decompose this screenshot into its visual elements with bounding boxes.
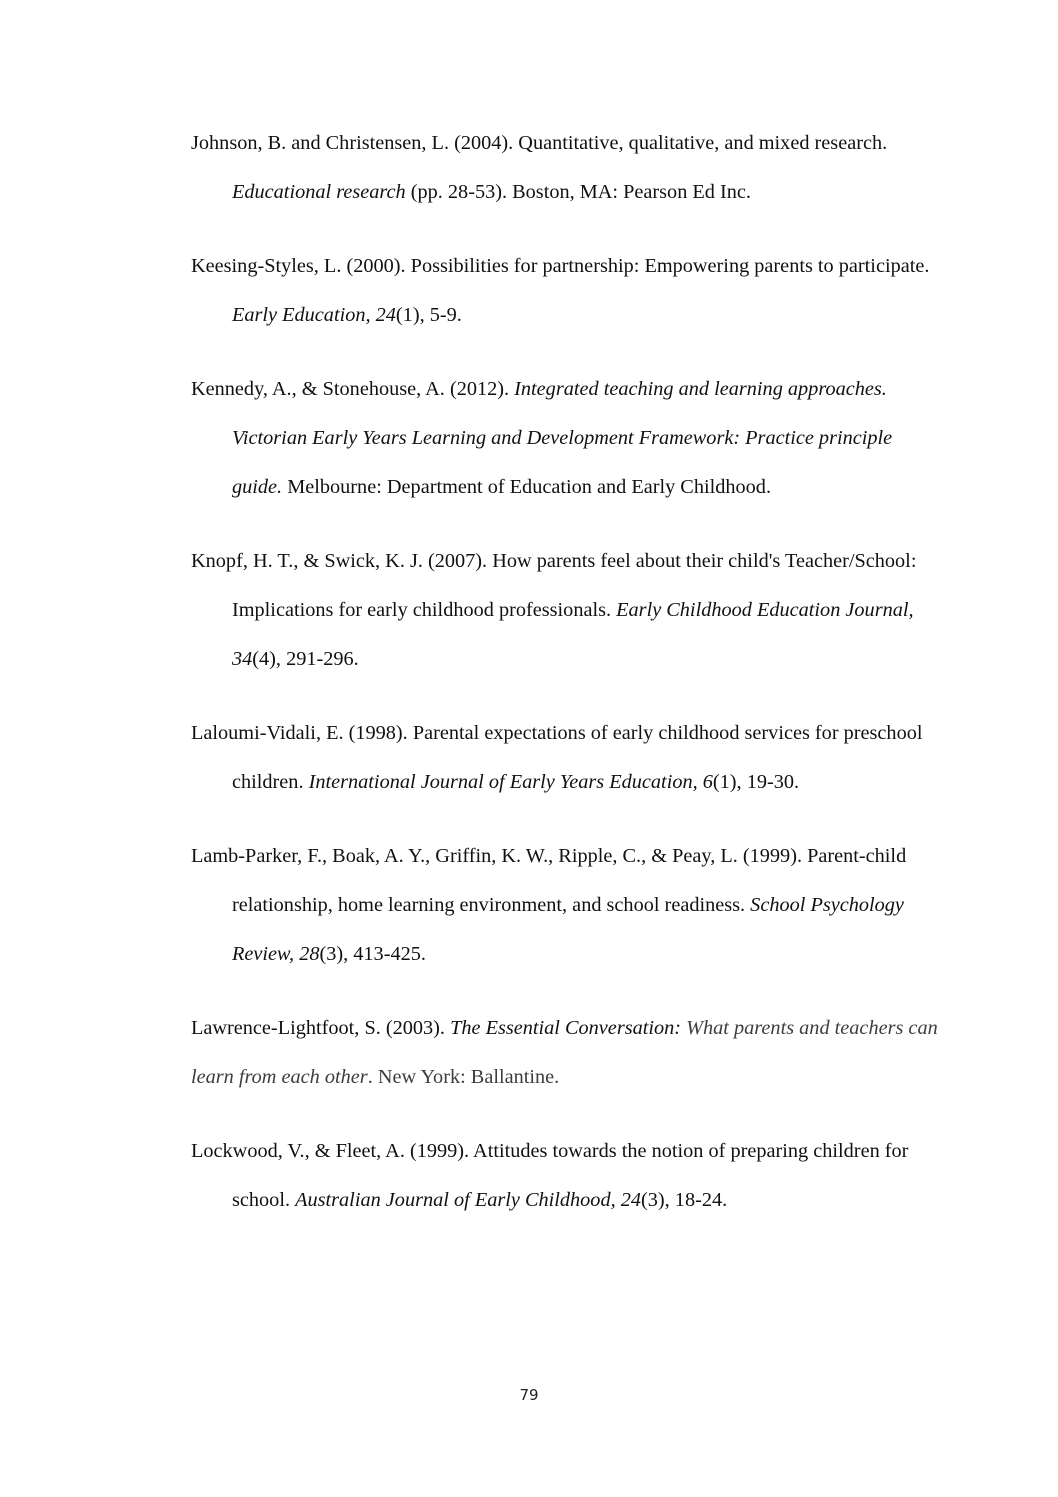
reference-text: Knopf, H. T., & Swick, K. J. (2007). How parents feel about their child's Teacher/School: Implications for early childhood professionals.	[191, 550, 917, 621]
reference-entry	[191, 1127, 941, 1225]
reference-source-title: School Psychology Review, 28	[232, 894, 904, 965]
reference-source-title: International Journal of Early Years Education, 6	[308, 771, 713, 793]
reference-entry	[191, 709, 941, 807]
reference-list	[191, 119, 941, 1250]
reference-entry	[191, 537, 941, 684]
reference-text: Laloumi-Vidali, E. (1998). Parental expectations of early childhood services for preschool children.	[191, 722, 923, 793]
reference-entry	[191, 365, 941, 512]
reference-text: Johnson, B. and Christensen, L. (2004). Quantitative, qualitative, and mixed research.	[191, 132, 888, 154]
reference-source-title: Integrated teaching and learning approaches. Victorian Early Years Learning and Development Framework: Practice principle guide.	[232, 378, 893, 498]
reference-source-title: The Essential Conversation:	[450, 1017, 687, 1039]
reference-entry	[191, 242, 941, 340]
reference-text: Lockwood, V., & Fleet, A. (1999). Attitudes towards the notion of preparing children for school.	[191, 1140, 909, 1211]
reference-text: Lamb-Parker, F., Boak, A. Y., Griffin, K. W., Ripple, C., & Peay, L. (1999). Parent-child relationship, home learning environment, and school readiness.	[191, 845, 907, 916]
reference-details: (1), 19-30.	[712, 771, 800, 793]
reference-details: (3), 18-24.	[641, 1189, 728, 1211]
reference-entry	[191, 119, 941, 217]
reference-entry	[191, 1004, 941, 1102]
reference-details: (4), 291-296.	[252, 648, 359, 670]
reference-source-title: Early Childhood Education Journal, 34	[232, 599, 914, 670]
reference-details: (pp. 28-53). Boston, MA: Pearson Ed Inc.	[405, 181, 751, 203]
reference-source-subtitle: What parents and teachers can learn from each other	[191, 1017, 938, 1088]
reference-source-title: Australian Journal of Early Childhood, 24	[295, 1189, 642, 1211]
reference-details: Melbourne: Department of Education and Early Childhood.	[282, 476, 772, 498]
page-number: 79	[519, 1386, 539, 1404]
reference-text: Keesing-Styles, L. (2000). Possibilities for partnership: Empowering parents to participate.	[191, 255, 930, 277]
reference-entry	[191, 832, 941, 979]
reference-source-title: Educational research	[232, 181, 406, 203]
reference-text: Lawrence-Lightfoot, S. (2003).	[191, 1017, 451, 1039]
reference-source-title: Early Education, 24	[232, 304, 396, 326]
reference-details: . New York: Ballantine.	[367, 1066, 560, 1088]
reference-details: (1), 5-9.	[395, 304, 462, 326]
reference-details: (3), 413-425.	[319, 943, 426, 965]
reference-text: Kennedy, A., & Stonehouse, A. (2012).	[191, 378, 515, 400]
